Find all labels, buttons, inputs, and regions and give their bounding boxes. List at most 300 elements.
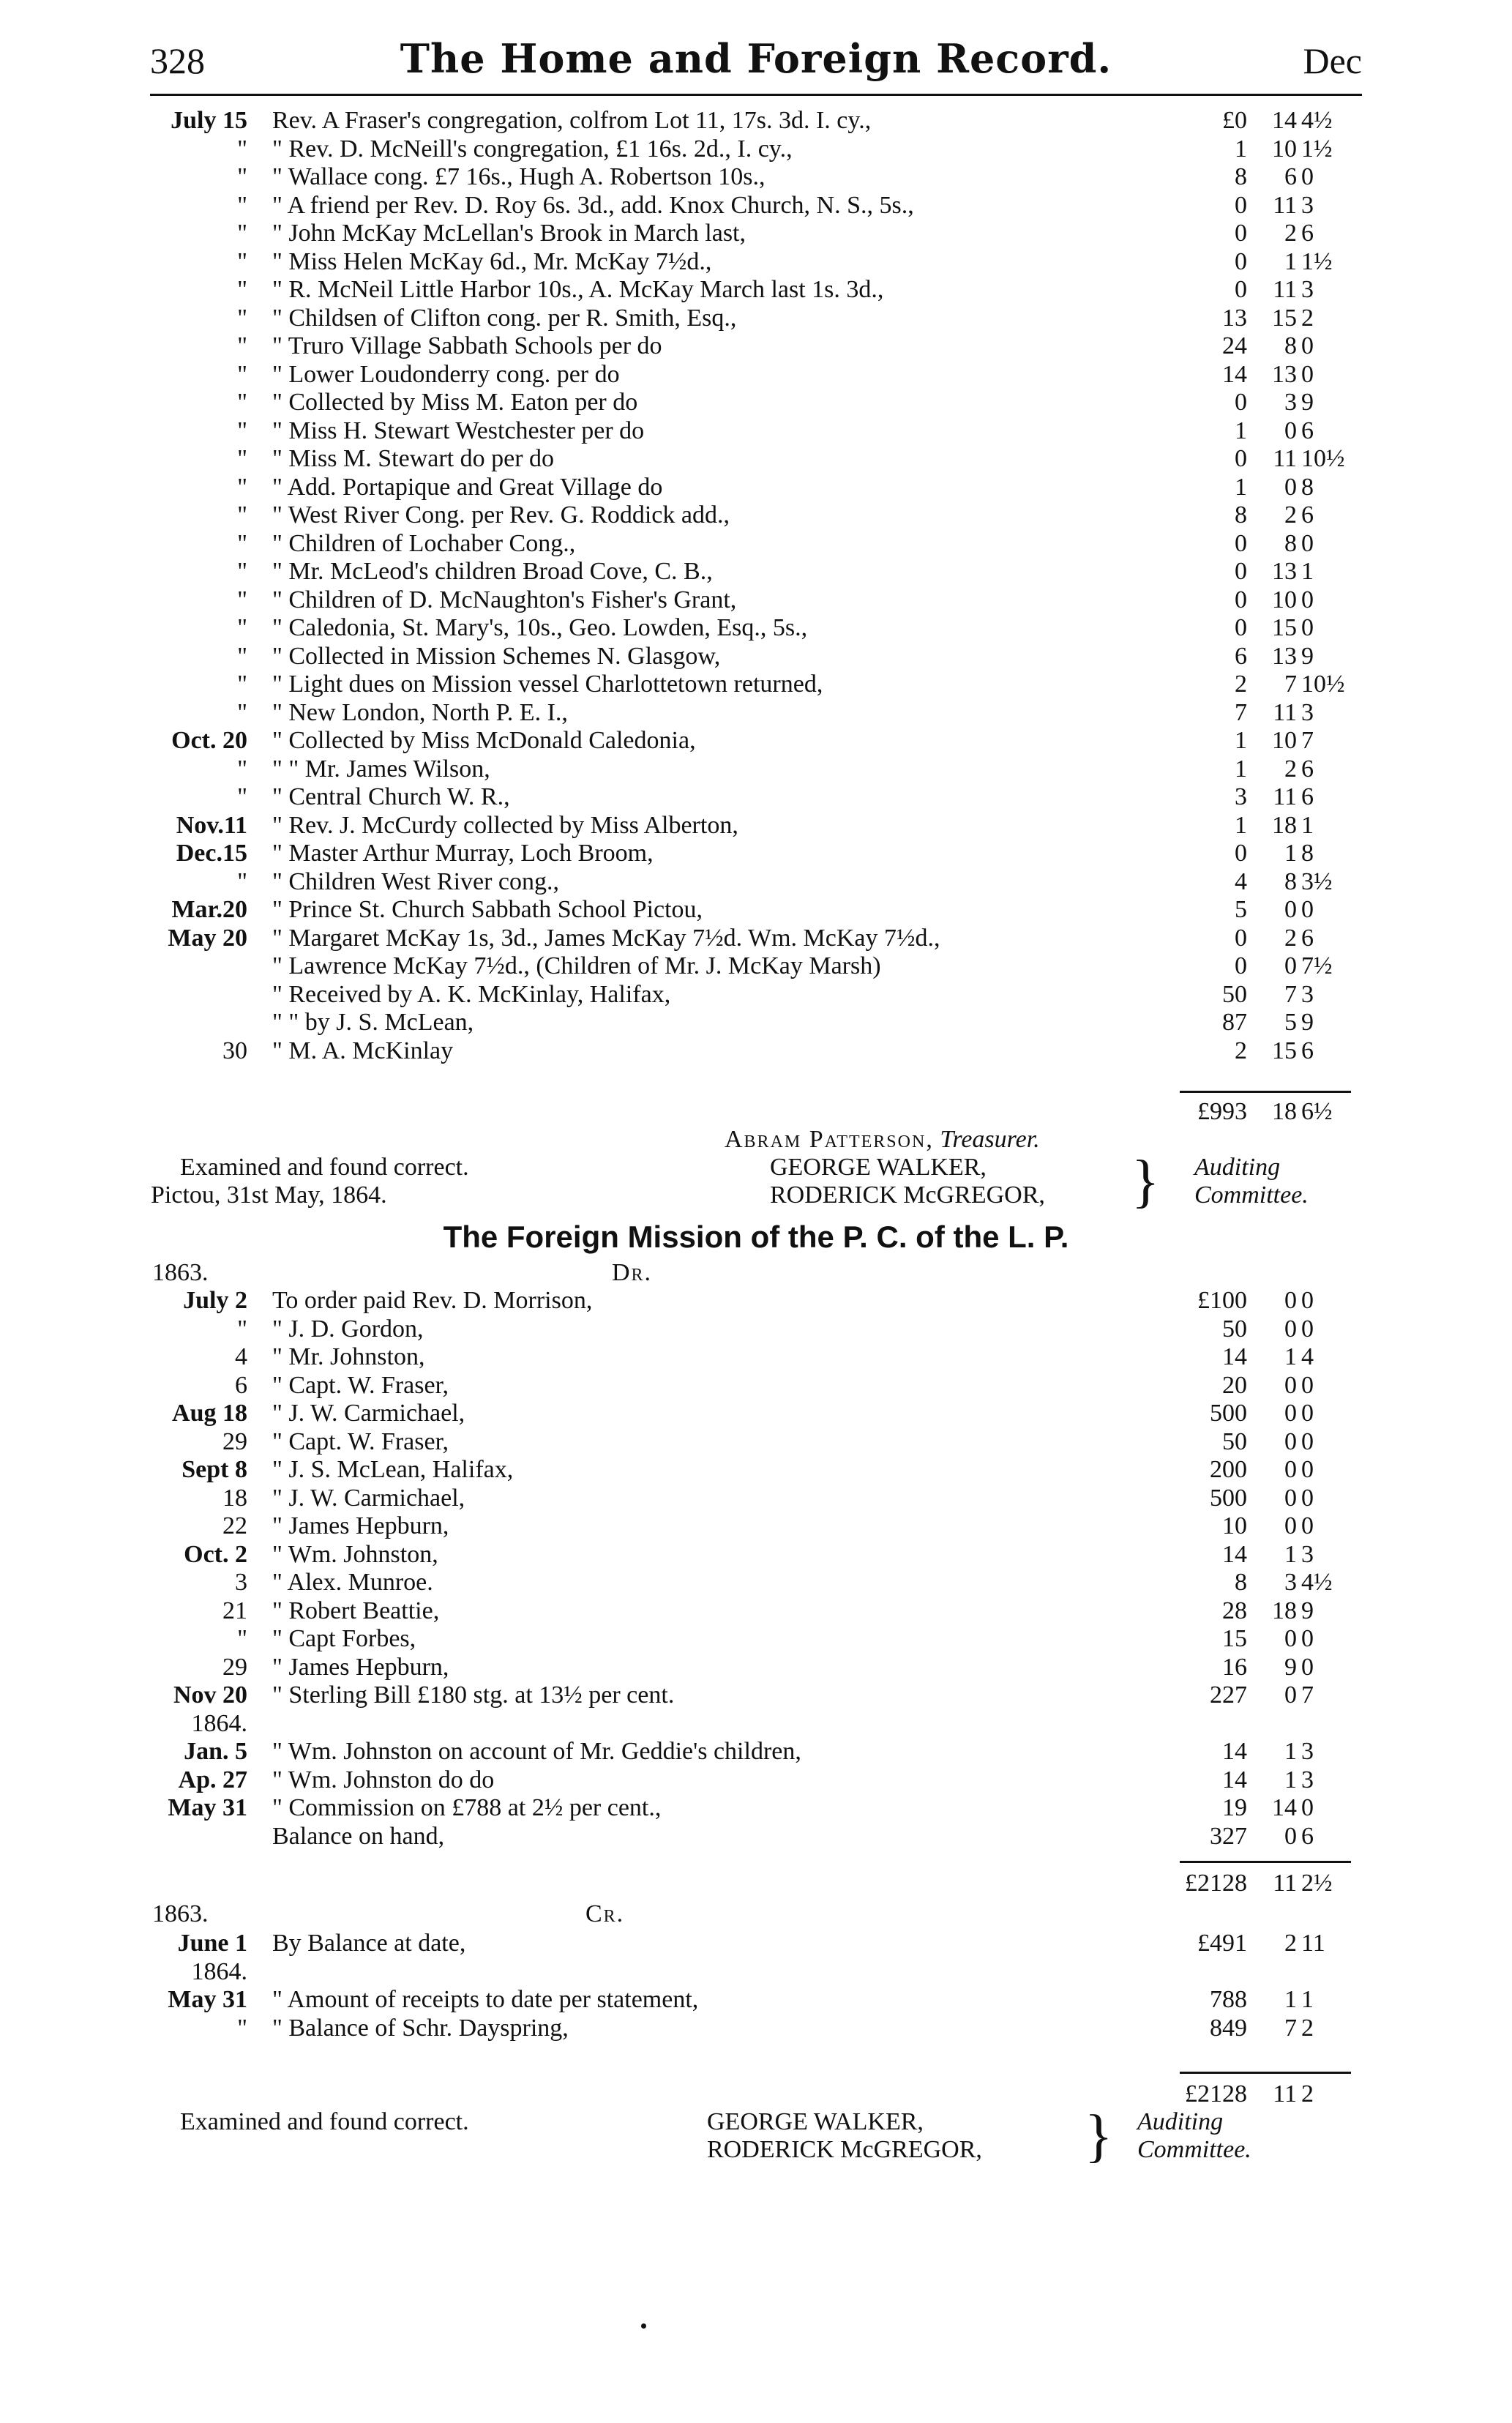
entry-description: Balance on hand, (272, 1822, 445, 1850)
debits-total-row (0, 1870, 1512, 1897)
entry-date: " (237, 389, 247, 416)
page-number: 328 (150, 40, 205, 81)
entry-pence: 4½ (1301, 1569, 1333, 1596)
receipt-row (0, 163, 1512, 191)
entry-date: 29 (222, 1653, 247, 1681)
entry-pence: 0 (1301, 1484, 1314, 1512)
receipt-row (0, 389, 1512, 417)
entry-pence: 6 (1301, 755, 1314, 783)
entry-description: " Capt. W. Fraser, (272, 1427, 449, 1455)
entry-shillings: 0 (1284, 1371, 1297, 1399)
receipt-row (0, 868, 1512, 896)
cr-year: 1863. (152, 1900, 209, 1927)
entry-pounds: £491 (1197, 1930, 1247, 1957)
entry-description: " " Mr. James Wilson, (272, 755, 490, 783)
debit-row (0, 1287, 1512, 1315)
debit-row (0, 1372, 1512, 1400)
entry-pounds: 6 (1235, 642, 1247, 670)
entry-shillings: 11 (1273, 445, 1297, 472)
entry-description: " Prince St. Church Sabbath School Pictou, (272, 896, 703, 923)
entry-pounds: 14 (1222, 1540, 1247, 1568)
entry-shillings: 1 (1284, 1343, 1297, 1370)
credit-row (0, 1986, 1512, 2014)
debit-row (0, 1456, 1512, 1484)
entry-pounds: 28 (1222, 1597, 1247, 1624)
entry-description: " Add. Portapique and Great Village do (272, 473, 663, 501)
entry-description: " Amount of receipts to date per statement, (272, 1986, 699, 2013)
audit2-name-1: GEORGE WALKER, (707, 2108, 924, 2135)
entry-pounds: 0 (1235, 614, 1247, 641)
entry-pence: 6 (1301, 1037, 1314, 1064)
entry-shillings: 3 (1284, 389, 1297, 416)
receipt-row (0, 755, 1512, 783)
entry-description: " James Hepburn, (272, 1512, 449, 1539)
entry-pounds: 10 (1222, 1512, 1247, 1539)
debit-row (0, 1625, 1512, 1653)
entry-shillings: 0 (1284, 1822, 1297, 1850)
treasurer-signature (725, 1126, 1040, 1154)
entry-pounds: 1 (1235, 135, 1247, 163)
entry-description: " Children of Lochaber Cong., (272, 529, 576, 557)
entry-date: " (237, 191, 247, 219)
entry-shillings: 10 (1272, 586, 1297, 613)
entry-pence: 6 (1301, 501, 1314, 529)
receipt-row (0, 558, 1512, 586)
entry-pence: 0 (1301, 1315, 1314, 1343)
entry-description: " Margaret McKay 1s, 3d., James McKay 7½d. Wm. McKay 7½d., (272, 924, 940, 952)
entry-pence: 6 (1301, 924, 1314, 952)
entry-pounds: 0 (1235, 247, 1247, 275)
receipt-row (0, 107, 1512, 135)
entry-pence: 0 (1301, 1400, 1314, 1427)
entry-shillings: 7 (1284, 2014, 1297, 2042)
entry-description: " Caledonia, St. Mary's, 10s., Geo. Lowden, Esq., 5s., (272, 614, 808, 641)
receipt-row (0, 727, 1512, 755)
entry-date: " (237, 614, 247, 641)
entry-description: " Miss Helen McKay 6d., Mr. McKay 7½d., (272, 247, 712, 275)
entry-pounds: 227 (1210, 1681, 1247, 1709)
entry-pence: 0 (1301, 586, 1314, 613)
entry-date: Dec.15 (176, 840, 247, 867)
entry-description: " Miss M. Stewart do per do (272, 445, 555, 472)
entry-shillings: 5 (1284, 1009, 1297, 1036)
entry-pence: 7 (1301, 1681, 1314, 1709)
entry-pounds: £100 (1197, 1287, 1247, 1314)
auditor-name-2: RODERICK McGREGOR, (770, 1181, 1045, 1209)
entry-pence: 10½ (1301, 445, 1345, 472)
entry-shillings: 1 (1284, 1738, 1297, 1765)
entry-description: " West River Cong. per Rev. G. Roddick add., (272, 501, 730, 529)
receipts-sum-rule (1180, 1091, 1351, 1093)
entry-description: " Alex. Munroe. (272, 1569, 433, 1596)
entry-description: " Children West River cong., (272, 867, 560, 895)
entry-pence: 0 (1301, 163, 1314, 190)
entry-shillings: 0 (1284, 1400, 1297, 1427)
entry-date: " (237, 558, 247, 585)
entry-description: To order paid Rev. D. Morrison, (272, 1287, 593, 1314)
entry-description: " J. S. McLean, Halifax, (272, 1456, 514, 1483)
entry-description: " Capt. W. Fraser, (272, 1371, 449, 1399)
receipt-row (0, 699, 1512, 727)
debit-row (0, 1681, 1512, 1709)
entry-pounds: 20 (1222, 1371, 1247, 1399)
total-pence: 6½ (1301, 1098, 1333, 1125)
receipt-row (0, 332, 1512, 360)
entry-pounds: 0 (1235, 529, 1247, 557)
entry-pounds: 0 (1235, 220, 1247, 247)
entry-pounds: 0 (1235, 586, 1247, 613)
entry-pence: 3 (1301, 1766, 1314, 1793)
audit-block-2 (0, 2104, 1512, 2168)
entry-shillings: 1 (1284, 1540, 1297, 1568)
entry-date: May 20 (168, 924, 247, 952)
debit-row (0, 1569, 1512, 1597)
entry-date: " (237, 867, 247, 895)
audit-block-1 (0, 1149, 1512, 1214)
treasurer-role: Treasurer. (940, 1126, 1040, 1153)
entry-shillings: 7 (1284, 980, 1297, 1008)
entry-date: Nov 20 (173, 1681, 247, 1709)
entry-pence: 1 (1301, 558, 1314, 585)
debit-row (0, 1710, 1512, 1738)
entry-pounds: 1 (1235, 811, 1247, 839)
entry-pence: 9 (1301, 1597, 1314, 1624)
receipt-row (0, 643, 1512, 671)
entry-description: " Light dues on Mission vessel Charlottetown returned, (272, 671, 823, 698)
entry-date: " (237, 642, 247, 670)
entry-date: June 1 (177, 1930, 247, 1957)
credits-total-pounds: £2128 (1185, 2080, 1247, 2107)
running-header (150, 35, 1362, 86)
entry-pounds: 13 (1222, 304, 1247, 332)
receipt-row (0, 614, 1512, 642)
entry-shillings: 11 (1273, 698, 1297, 726)
entry-description: " Rev. J. McCurdy collected by Miss Alberton, (272, 811, 738, 839)
entry-pence: 1½ (1301, 135, 1333, 163)
audit2-examined: Examined and found correct. (180, 2108, 469, 2135)
entry-description: " Lawrence McKay 7½d., (Children of Mr. J. McKay Marsh) (272, 952, 881, 979)
entry-shillings: 9 (1284, 1653, 1297, 1681)
entry-pence: 0 (1301, 360, 1314, 388)
entry-date: " (237, 2014, 247, 2042)
entry-shillings: 13 (1272, 642, 1297, 670)
entry-shillings: 15 (1272, 304, 1297, 332)
cr-header-row (0, 1900, 1512, 1928)
entry-pounds: 849 (1210, 2014, 1247, 2042)
entry-shillings: 0 (1284, 1287, 1297, 1314)
entry-pounds: 19 (1222, 1794, 1247, 1821)
entry-date: Sept 8 (181, 1456, 247, 1483)
entry-shillings: 6 (1284, 163, 1297, 190)
receipt-row (0, 248, 1512, 276)
entry-pence: 4 (1301, 1343, 1314, 1370)
credits-total-row (0, 2080, 1512, 2108)
entry-pence: 9 (1301, 642, 1314, 670)
entry-pence: 7½ (1301, 952, 1333, 979)
entry-pence: 9 (1301, 1009, 1314, 1036)
entry-date: 1864. (191, 1957, 247, 1985)
entry-pence: 10½ (1301, 671, 1345, 698)
debits-total-pence: 2½ (1301, 1870, 1333, 1897)
entry-pounds: 0 (1235, 558, 1247, 585)
entry-description: " Collected by Miss McDonald Caledonia, (272, 727, 696, 754)
receipt-row (0, 135, 1512, 163)
entry-shillings: 18 (1272, 811, 1297, 839)
entry-description: " " by J. S. McLean, (272, 1009, 474, 1036)
entry-pence: 0 (1301, 1794, 1314, 1821)
entry-shillings: 2 (1284, 1930, 1297, 1957)
credits-sum-rule (1180, 2072, 1351, 2074)
audit2-brace: } (1085, 2104, 1113, 2168)
entry-shillings: 11 (1273, 783, 1297, 810)
entry-pounds: 24 (1222, 332, 1247, 359)
entry-description: " M. A. McKinlay (272, 1037, 454, 1064)
entry-pounds: 0 (1235, 924, 1247, 952)
debit-row (0, 1343, 1512, 1371)
entry-description: " James Hepburn, (272, 1653, 449, 1681)
entry-description: " J. W. Carmichael, (272, 1400, 465, 1427)
entry-pounds: 50 (1222, 980, 1247, 1008)
entry-description: " Capt Forbes, (272, 1625, 416, 1652)
running-title: The Home and Foreign Record. (400, 35, 1112, 82)
entry-description: " Robert Beattie, (272, 1597, 440, 1624)
entry-description: Rev. A Fraser's congregation, colfrom Lot 11, 17s. 3d. I. cy., (272, 107, 872, 134)
entry-pence: 8 (1301, 840, 1314, 867)
entry-shillings: 13 (1272, 360, 1297, 388)
entry-pounds: 1 (1235, 473, 1247, 501)
treasurer-name: Abram Patterson, (725, 1126, 934, 1153)
entry-shillings: 11 (1273, 276, 1297, 303)
entry-pounds: 500 (1210, 1400, 1247, 1427)
entry-date: Nov.11 (176, 811, 247, 839)
credits-total-shillings: 11 (1273, 2080, 1297, 2107)
entry-pence: 3 (1301, 1540, 1314, 1568)
entry-pence: 0 (1301, 1653, 1314, 1681)
entry-description: " Rev. D. McNeill's congregation, £1 16s. 2d., I. cy., (272, 135, 793, 163)
entry-pounds: 500 (1210, 1484, 1247, 1512)
entry-date: 4 (235, 1343, 247, 1370)
entry-date: 6 (235, 1371, 247, 1399)
entry-date: " (237, 247, 247, 275)
auditor-brace: } (1131, 1149, 1160, 1214)
receipt-row (0, 981, 1512, 1009)
entry-date: Oct. 20 (171, 727, 247, 754)
entry-date: " (237, 501, 247, 529)
entry-shillings: 0 (1284, 896, 1297, 923)
entry-pence: 11 (1301, 1930, 1325, 1957)
dr-year: 1863. (152, 1259, 209, 1286)
entry-date: " (237, 1315, 247, 1343)
entry-shillings: 15 (1272, 614, 1297, 641)
entry-pounds: 1 (1235, 417, 1247, 444)
page-speck (641, 2323, 646, 2329)
entry-date: " (237, 755, 247, 783)
entry-pounds: 8 (1235, 1569, 1247, 1596)
entry-shillings: 2 (1284, 755, 1297, 783)
entry-pounds: 0 (1235, 276, 1247, 303)
entry-pounds: 2 (1235, 671, 1247, 698)
entry-shillings: 14 (1272, 1794, 1297, 1821)
entry-shillings: 0 (1284, 473, 1297, 501)
entry-description: " Mr. McLeod's children Broad Cove, C. B., (272, 558, 713, 585)
entry-description: " Master Arthur Murray, Loch Broom, (272, 840, 654, 867)
section-title: The Foreign Mission of the P. C. of the L. P. (443, 1220, 1069, 1254)
entry-date: Jan. 5 (184, 1738, 247, 1765)
entry-date: " (237, 304, 247, 332)
audit-place-date: Pictou, 31st May, 1864. (151, 1181, 387, 1209)
receipt-row (0, 952, 1512, 980)
audit2-auditing-label: Auditing (1137, 2108, 1224, 2135)
receipt-row (0, 586, 1512, 614)
entry-shillings: 0 (1284, 1625, 1297, 1652)
entry-pounds: 1 (1235, 755, 1247, 783)
entry-date: " (237, 586, 247, 613)
entry-shillings: 2 (1284, 924, 1297, 952)
entry-pence: 0 (1301, 1456, 1314, 1483)
entry-description: " Childsen of Clifton cong. per R. Smith, Esq., (272, 304, 737, 332)
entry-date: July 2 (183, 1287, 247, 1314)
entry-shillings: 0 (1284, 1681, 1297, 1709)
entry-pounds: 14 (1222, 1738, 1247, 1765)
total-shillings: 18 (1272, 1098, 1297, 1125)
entry-pence: 3 (1301, 191, 1314, 219)
entry-pence: 9 (1301, 389, 1314, 416)
entry-shillings: 0 (1284, 1315, 1297, 1343)
entry-description: " Wm. Johnston, (272, 1540, 438, 1568)
entry-date: 22 (222, 1512, 247, 1539)
entry-date: Aug 18 (172, 1400, 247, 1427)
debit-row (0, 1654, 1512, 1681)
entry-pounds: 327 (1210, 1822, 1247, 1850)
debits-sum-rule (1180, 1861, 1351, 1863)
entry-date: " (237, 135, 247, 163)
entry-pounds: 50 (1222, 1315, 1247, 1343)
entry-pounds: 87 (1222, 1009, 1247, 1036)
entry-date: " (237, 360, 247, 388)
debits-total-pounds: £2128 (1185, 1870, 1247, 1897)
credit-row (0, 2015, 1512, 2042)
entry-date: May 31 (168, 1794, 247, 1821)
entry-pence: 6 (1301, 1822, 1314, 1850)
entry-date: 3 (235, 1569, 247, 1596)
entry-date: " (237, 220, 247, 247)
auditing-label: Auditing (1194, 1154, 1281, 1181)
dr-header-row (0, 1259, 1512, 1287)
entry-pence: 0 (1301, 1371, 1314, 1399)
entry-date: " (237, 671, 247, 698)
audit-examined: Examined and found correct. (180, 1154, 469, 1181)
receipt-row (0, 417, 1512, 445)
entry-pence: 3 (1301, 698, 1314, 726)
receipt-row (0, 276, 1512, 304)
audit2-committee-label: Committee. (1137, 2136, 1251, 2163)
entry-description: " Miss H. Stewart Westchester per do (272, 417, 645, 444)
entry-date: " (237, 529, 247, 557)
entry-pence: 0 (1301, 332, 1314, 359)
entry-shillings: 0 (1284, 417, 1297, 444)
entry-date: 18 (222, 1484, 247, 1512)
entry-shillings: 2 (1284, 220, 1297, 247)
entry-pence: 7 (1301, 727, 1314, 754)
credits-total-pence: 2 (1301, 2080, 1314, 2107)
receipt-row (0, 192, 1512, 220)
receipt-row (0, 501, 1512, 529)
entry-pounds: 50 (1222, 1427, 1247, 1455)
entry-date: " (237, 417, 247, 444)
entry-shillings: 13 (1272, 558, 1297, 585)
receipt-row (0, 530, 1512, 558)
debit-row (0, 1428, 1512, 1456)
entry-pence: 0 (1301, 1512, 1314, 1539)
cr-label: Cr. (585, 1900, 625, 1927)
entry-description: " John McKay McLellan's Brook in March last, (272, 220, 746, 247)
receipt-row (0, 783, 1512, 811)
entry-pence: 0 (1301, 896, 1314, 923)
debit-row (0, 1597, 1512, 1625)
debit-row (0, 1512, 1512, 1540)
entry-pounds: 200 (1210, 1456, 1247, 1483)
receipt-row (0, 361, 1512, 389)
entry-pence: 0 (1301, 1427, 1314, 1455)
entry-description: " Wallace cong. £7 16s., Hugh A. Robertson 10s., (272, 163, 766, 190)
entry-shillings: 8 (1284, 529, 1297, 557)
entry-description: " J. D. Gordon, (272, 1315, 424, 1343)
entry-pence: 3½ (1301, 867, 1333, 895)
entry-description: " Collected in Mission Schemes N. Glasgow, (272, 642, 721, 670)
entry-description: " New London, North P. E. I., (272, 698, 568, 726)
entry-pence: 1 (1301, 1986, 1314, 2013)
entry-date: " (237, 445, 247, 472)
entry-description: " R. McNeil Little Harbor 10s., A. McKay March last 1s. 3d., (272, 276, 884, 303)
receipts-total-row (0, 1098, 1512, 1126)
debit-row (0, 1400, 1512, 1427)
entry-shillings: 18 (1272, 1597, 1297, 1624)
entry-date: Mar.20 (171, 896, 247, 923)
entry-shillings: 1 (1284, 1986, 1297, 2013)
entry-shillings: 10 (1272, 135, 1297, 163)
entry-description: " A friend per Rev. D. Roy 6s. 3d., add. Knox Church, N. S., 5s., (272, 191, 914, 219)
entry-description: " Collected by Miss M. Eaton per do (272, 389, 638, 416)
entry-pounds: 15 (1222, 1625, 1247, 1652)
entry-pounds: 3 (1235, 783, 1247, 810)
entry-pence: 0 (1301, 1287, 1314, 1314)
entry-date: 21 (222, 1597, 247, 1624)
entry-pence: 6 (1301, 783, 1314, 810)
entry-date: 29 (222, 1427, 247, 1455)
entry-date: May 31 (168, 1986, 247, 2013)
total-pounds: £993 (1197, 1098, 1247, 1125)
entry-shillings: 0 (1284, 1484, 1297, 1512)
receipt-row (0, 305, 1512, 332)
entry-pounds: 5 (1235, 896, 1247, 923)
entry-pence: 2 (1301, 304, 1314, 332)
entry-pounds: 14 (1222, 360, 1247, 388)
entry-shillings: 0 (1284, 1456, 1297, 1483)
entry-pounds: 16 (1222, 1653, 1247, 1681)
entry-pounds: 8 (1235, 501, 1247, 529)
entry-pence: 1½ (1301, 247, 1333, 275)
entry-date: " (237, 473, 247, 501)
entry-description: " Commission on £788 at 2½ per cent., (272, 1794, 662, 1821)
entry-description: " Mr. Johnston, (272, 1343, 425, 1370)
entry-pence: 2 (1301, 2014, 1314, 2042)
credit-row (0, 1930, 1512, 1957)
entry-shillings: 2 (1284, 501, 1297, 529)
entry-description: " Received by A. K. McKinlay, Halifax, (272, 980, 671, 1008)
receipt-row (0, 1037, 1512, 1065)
entry-description: " Central Church W. R., (272, 783, 510, 810)
entry-pence: 1 (1301, 811, 1314, 839)
